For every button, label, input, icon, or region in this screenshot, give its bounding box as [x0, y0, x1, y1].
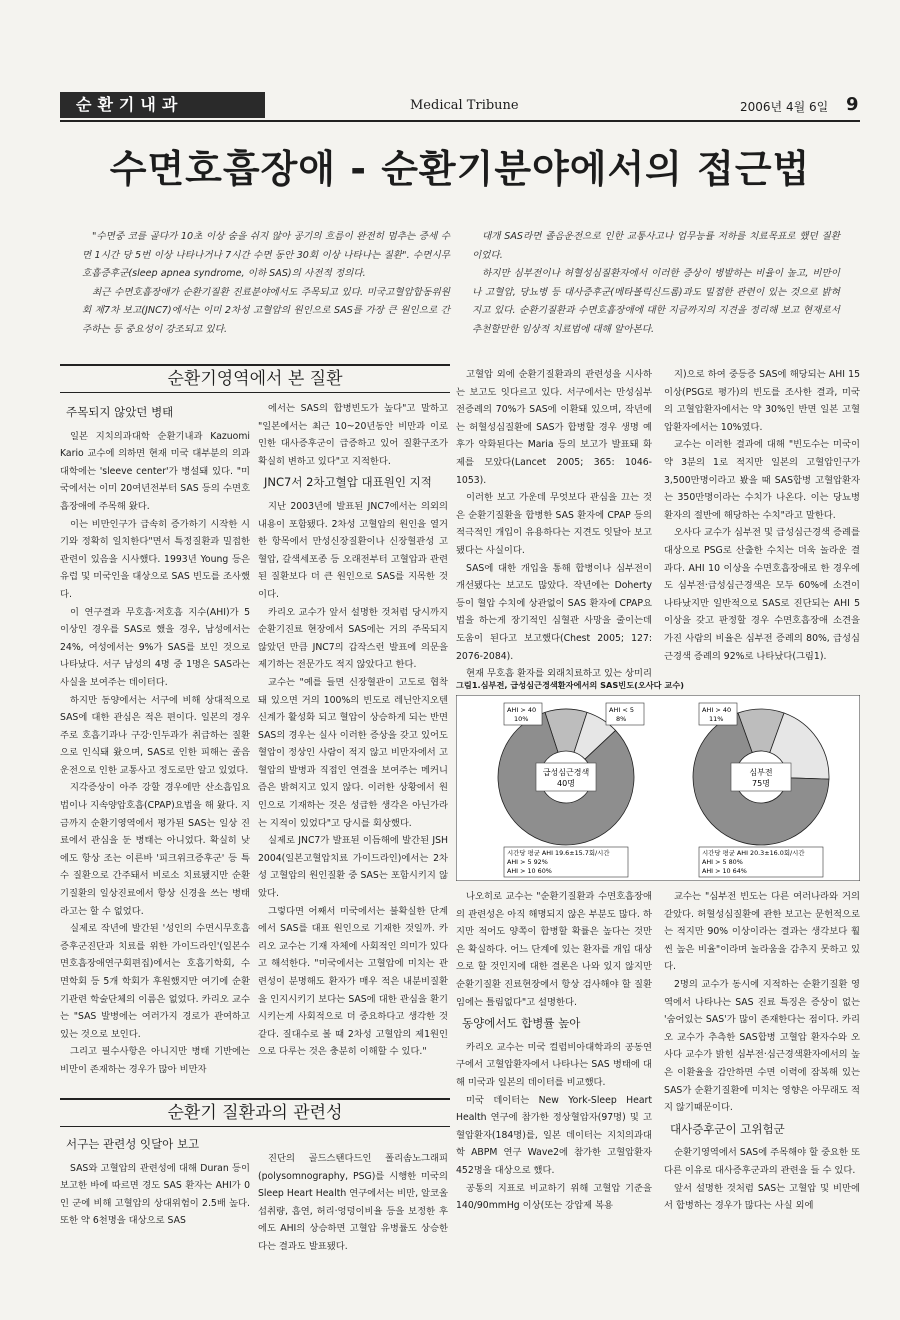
lead-paragraph: 하지만 심부전이나 허혈성심질환자에서 이러한 증상이 병발하는 비율이 높고, 비만이나 고혈압, 당뇨병 등 대사증후군(메타볼릭신드롬)과도 밀접한 관련이 있는 것으로 밝혀지고 있다. 순환기질환과 수면호흡장애에 대한 지금까지의 지견을 정리해 보고 현재로서 추천할만한 임상적 치료법에 대해 알아본다.	[472, 268, 840, 335]
stats-note: AHI > 5 92%	[507, 858, 548, 866]
issue-date: 2006년 4월 6일	[740, 100, 829, 114]
lead-paragraph: 최근 수면호흡장애가 순환기질환 진료분야에서도 주목되고 있다. 미국고혈압합동위원회 제7차 보고(JNC7)에서는 이미 2차성 고혈압의 원인으로 SAS를 가장 큰 원인으로 간주하는 등 중요성이 강조되고 있다.	[82, 286, 450, 335]
body-paragraph: 지각증상이 아주 강할 경우에만 산소흡입요법이나 지속양압호흡(CPAP)요법을 해 왔다. 지금까지 순환기영역에서 평가된 SAS는 일상 진료에서 관심을 둔 병태는 아니었다. 확실히 낮에도 항상 조는 이른바 '피크위크증후군' 등 특수 질환으로 간주돼서 비로소 치료됐지만 순환기질환의 일상진료에서 항상 신경을 쓰는 병태라고는 할 수 없었다.	[60, 782, 250, 917]
body-paragraph: 에서는 SAS의 합병빈도가 높다"고 말하고 "일본에서는 최근 10~20년동안 비만과 이로 인한 대사증후군이 급증하고 있어 질환구조가 확실히 변하고 있다"고 지적한다.	[258, 403, 448, 467]
body-paragraph: 현재 무호흡 환자를 외래치료하고 있는 상미리	[466, 668, 652, 678]
publication-name: Medical Tribune	[410, 98, 519, 113]
body-paragraph: 이 연구결과 무호흡·저호흡 지수(AHI)가 5 이상인 경우를 SAS로 했을 경우, 남성에서는 24%, 여성에서는 9%가 SAS를 보인 것으로 나타났다. 서구 남성의 4명 중 1명은 SAS라는 사실을 보여주는 데이터다.	[60, 606, 250, 688]
section-tag: 순환기내과	[60, 92, 265, 118]
section-heading: 순환기 질환과의 관련성	[60, 1098, 450, 1127]
body-paragraph: 진단의 골드스탠다드인 폴리솜노그래피(polysomnography, PSG)를 시행한 미국의 Sleep Heart Health 연구에서는 비만, 알코올 섭취량, 흡연, 허리·엉덩이비율 등을 보정한 후에도 AHI의 상승하면 고혈압 유병률도 상승한다는 결과도 발표됐다.	[258, 1153, 448, 1252]
text-column-3	[456, 366, 652, 678]
body-paragraph: 나오히로 교수는 "순환기질환과 수면호흡장애의 관련성은 아직 해명되지 않은 부분도 많다. 하지만 적어도 양쪽이 합병할 확률은 높다는 것만은 확실하다. 어느 단계에 있는 환자를 개입 대상으로 할 것인지에 대한 결론은 나와 있지 않지만 순환기질환 진료현장에서 항상 검사해야 할 질환임에는 틀림없다"고 설명한다.	[456, 891, 652, 1008]
body-paragraph: 이는 비만인구가 급속히 증가하기 시작한 시기와 정확히 일치한다"면서 특정질환과 밀접한 관련이 있음을 시사했다. 1993년 Young 등은 유럽 및 미국인을 대상으로 SAS 빈도를 조사했다.	[60, 518, 250, 600]
body-paragraph: 하지만 동양에서는 서구에 비해 상대적으로 SAS에 대한 관심은 적은 편이다. 일본의 경우 주로 호흡기과나 구강·인두과가 취급하는 질환으로 인식돼 왔으며, SAS로 인한 피해는 졸음운전으로 인한 교통사고 정도로만 알고 있었다.	[60, 694, 250, 776]
center-label: 40명	[557, 779, 575, 788]
text-column-4	[664, 366, 860, 678]
section-heading: 순환기영역에서 본 질환	[60, 364, 450, 393]
stats-note: AHI > 5 80%	[702, 858, 743, 866]
text-column-3-lower	[456, 888, 652, 1258]
center-label: 심부전	[749, 768, 773, 777]
text-column-4-lower	[664, 888, 860, 1258]
stats-note: 시간당 평균 AHI 19.6±15.7회/시간	[507, 849, 610, 857]
body-paragraph: 2명의 교수가 동시에 지적하는 순환기질환 영역에서 나타나는 SAS 진료 특징은 증상이 없는 '숨어있는 SAS'가 많이 존재한다는 점이다. 카리오 교수가 추측한 SAS합병 고혈압 환자수와 오사다 교수가 밝힌 심부전·심근경색환자에서의 높은 이환율을 감안하면 수면 이력에 잠복해 있는 SAS가 순환기질환에 미치는 영향은 아무래도 적지 않기때문이다.	[664, 978, 860, 1114]
lead-left	[82, 228, 450, 339]
body-paragraph: 미국 데이터는 New York-Sleep Heart Health 연구에 참가한 정상혈압자(97명) 및 고혈압환자(184명)를, 일본 데이터는 지치의과대학 ABPM 연구 Wave2에 참가한 고혈압환자 452명을 대상으로 했다.	[456, 1094, 652, 1176]
body-paragraph: 공통의 지표로 비교하기 위해 고혈압 기준을 140/90mmHg 이상(또는 강압제 복용	[456, 1182, 652, 1212]
body-paragraph: 실제로 작년에 발간된 '성인의 수면시무호흡증후군진단과 치료를 위한 가이드라인'(일본수면호흡장애연구회편집)에서는 호흡기학회, 수면학회 등 5개 학회가 후원했지만 여기에 순환기관련 학술단체의 이름은 없었다. 카리오 교수는 "SAS 발병에는 여러가지 경로가 관여하고 있는 것으로 보인다.	[60, 923, 250, 1040]
body-paragraph: 그렇다면 어째서 미국에서는 불확실한 단계에서 SAS를 대표 원인으로 기재한 것일까. 카리오 교수는 기재 자체에 사회적인 의미가 있다고 해석한다. "미국에서는 고혈압에 미치는 관련성이 분명해도 환자가 매우 적은 내분비질환을 인지시키기 보다는 SAS에 대한 관심을 환기시키는게 사회적으로 더 중요하다고 생각한 것같다. 질대수로 볼 때 2차성 고혈압의 제1원인으로 다루는 것은 충분히 이해할 수 있다."	[258, 905, 448, 1058]
callout-value: 11%	[709, 715, 724, 723]
body-paragraph: SAS와 고혈압의 관련성에 대해 Duran 등이 보고한 바에 따르면 경도 SAS 환자는 AHI가 0인 군에 비해 고혈압의 상대위험이 2.5배 높다. 또한 약 6천명을 대상으로 SAS	[60, 1162, 250, 1227]
text-column-1-lower	[60, 1132, 250, 1262]
body-paragraph: 지난 2003년에 발표된 JNC7에서는 의외의 내용이 포함됐다. 2차성 고혈압의 원인을 열거한 항목에서 만성신장질환이나 신장혈관성 고혈압, 갈색세포종 등 오래전부터 고혈압과 관련된 질환보다 더 큰 원인으로 SAS를 지목한 것이다.	[258, 500, 448, 600]
callout-label: AHI > 40	[507, 706, 537, 714]
center-label: 급성심근경색	[542, 768, 590, 777]
body-paragraph: 카리오 교수는 미국 컬럼비아대학과의 공동연구에서 고혈압환자에서 나타나는 SAS 병태에 대해 미국과 일본의 데이터를 비교했다.	[456, 1041, 652, 1088]
stats-note: 시간당 평균 AHI 20.3±16.0회/시간	[702, 849, 805, 857]
body-paragraph: 순환기영역에서 SAS에 주목해야 할 중요한 또다른 이유로 대사증후군과의 관련을 들 수 있다.	[664, 1147, 860, 1176]
body-paragraph: 교수는 "심부전 빈도는 다른 여러나라와 거의 같았다. 허혈성심질환에 관한 보고는 문헌적으로는 적지만 90% 이상이라는 결과는 생각보다 훨씬 높은 비율"이라며 놀라움을 감추지 못하고 있다.	[664, 891, 860, 973]
body-paragraph: 교수는 이러한 결과에 대해 "빈도수는 미국이 약 3분의 1로 적지만 일본의 고혈압인구가 3,500만명이라고 봤을 때 SAS합병 고혈압환자는 350만명이라는 수치가 나온다. 이는 당뇨병환자의 절반에 해당하는 수치"라고 말한다.	[664, 439, 860, 521]
lead-paragraph: 대개 SAS라면 졸음운전으로 인한 교통사고나 업무능률 저하를 치료목표로 했던 질환이었다.	[472, 231, 840, 261]
text-column-1	[60, 400, 250, 1090]
subheading: 서구는 관련성 잇달아 보고	[66, 1137, 200, 1151]
subheading: 동양에서도 합병률 높아	[462, 1016, 581, 1031]
body-paragraph: 고혈압 외에 순환기질환과의 관련성을 시사하는 보고도 잇다르고 있다. 서구에서는 만성심부전증례의 70%가 SAS에 이환돼 있으며, 작년에는 허혈성심질환에 SAS가 합병할 경우 생명 예후가 악화된다는 Maria 등의 보고가 발표돼 화제를 모았다(Lancet 2005; 365: 1046-1053).	[456, 369, 652, 486]
header-rule	[60, 120, 860, 122]
lead-paragraph: "수면중 코를 골다가 10초 이상 숨을 쉬지 않아 공기의 흐름이 완전히 멈추는 증세 수면 1시간 당 5번 이상 나타나거나 7시간 수면 동안 30회 이상 나타나는 질환". 수면시무호흡증후군(sleep apnea syndrome, 이하 SAS)의 사전적 정의다.	[82, 231, 450, 279]
subheading: JNC7서 2차고혈압 대표원인 지적	[264, 475, 432, 490]
subheading: 대사증후군이 고위험군	[670, 1121, 785, 1136]
figure-1-graphic	[456, 695, 860, 881]
callout-label: AHI < 5	[609, 706, 634, 714]
lead-right	[472, 228, 840, 339]
body-paragraph: 일본 지치의과대학 순환기내과 Kazuomi Kario 교수에 의하면 현재 미국 대부분의 의과대학에는 'sleeve center'가 병설돼 있다. "미국에서는 이미 20여년전부터 SAS 등의 수면호흡장애에 주목해 왔다.	[60, 430, 250, 512]
body-paragraph: 교수는 "예를 들면 신장혈관이 고도로 협착돼 있으면 거의 100%의 빈도로 레닌안지오텐신계가 활성화 되고 혈압이 상승하게 되는 반면 SAS의 경우는 실사 이러한 증상을 갖고 있어도 혈압이 정상인 사람이 적지 않고 비만자에서 고혈압의 발병과 직접인 연결을 보여주는 메커니즘은 밝혀지고 있지 않다. 이러한 상황에서 원인으로 기재하는 것은 성급한 생각은 아닌가라는 지적이 있었다"고 당시를 회상했다.	[258, 676, 448, 829]
subheading: 주목되지 않았던 병태	[66, 405, 174, 419]
callout-value: 8%	[616, 715, 627, 723]
stats-note: AHI > 10 64%	[702, 867, 747, 875]
body-paragraph: 이러한 보고 가운데 무엇보다 관심을 끄는 것은 순환기질환을 합병한 SAS 환자에 CPAP 등의 적극적인 개입이 유용하다는 지견도 잇달아 보고됐다는 사실이다.	[456, 492, 652, 556]
stats-note: AHI > 10 60%	[507, 867, 552, 875]
figure-caption: 그림1.심부전, 급성심근경색환자에서의 SAS빈도(오사다 교수)	[456, 680, 684, 690]
body-paragraph: SAS에 대한 개입을 통해 합병이나 심부전이 개선됐다는 보고도 많았다. 작년에는 Doherty 등이 혈압 수치에 상관없이 SAS 환자에 CPAP요법을 하는게 장기적인 심혈관 사망을 줄이는데 도움이 된다고 보고했다(Chest 2005; 127: 2076-2084).	[456, 562, 652, 662]
body-paragraph: 앞서 설명한 것처럼 SAS는 고혈압 및 비만에서 합병하는 경우가 많다는 사실 외에	[664, 1182, 860, 1212]
body-paragraph: 그리고 필수사항은 아니지만 병태 기반에는 비만이 존재하는 경우가 많아 비만자	[60, 1046, 250, 1075]
callout-value: 10%	[514, 715, 529, 723]
page-number: 9	[846, 94, 859, 115]
body-paragraph: 실제로 JNC7가 발표된 이듬해에 발간된 JSH 2004(일본고혈압치료 가이드라인)에서는 2차성 고혈압의 원인질환 중 SAS는 포함시키지 않았다.	[258, 835, 448, 900]
center-label: 75명	[752, 779, 770, 788]
body-paragraph: 지)으로 하여 중등증 SAS에 해당되는 AHI 15 이상(PSG로 평가)의 빈도를 조사한 결과, 미국의 고혈압환자에서는 약 30%인 반면 일본 고혈압환자에서는 10%였다.	[664, 369, 860, 433]
article-title: 수면호흡장애 - 순환기분야에서의 접근법	[109, 147, 811, 191]
body-paragraph: 카리오 교수가 앞서 설명한 것처럼 당시까지 순환기진료 현장에서 SAS에는 거의 주목되지 않았던 만큼 JNC7의 갑작스런 발표에 의문을 제기하는 전문가도 적지 않았다고 한다.	[258, 606, 448, 671]
callout-label: AHI > 40	[702, 706, 732, 714]
figure-1	[456, 680, 860, 880]
text-column-2-lower	[258, 1150, 448, 1260]
text-column-2	[258, 400, 448, 1090]
body-paragraph: 오사다 교수가 심부전 및 급성심근경색 증례를 대상으로 PSG로 산출한 수치는 더욱 놀라운 결과다. AHI 10 이상을 수면호흡장애로 한 경우에도 심부전·급성심근경색은 모두 60%에 소견이 나타났지만 일반적으로 SAS로 진단되는 AHI 5 이상을 갖고 판정할 경우 수면호흡장애 소견을 가진 사람의 비율은 심부전 증례의 80%, 급성심근경색 증례의 92%로 나타났다(그림1).	[664, 527, 860, 662]
